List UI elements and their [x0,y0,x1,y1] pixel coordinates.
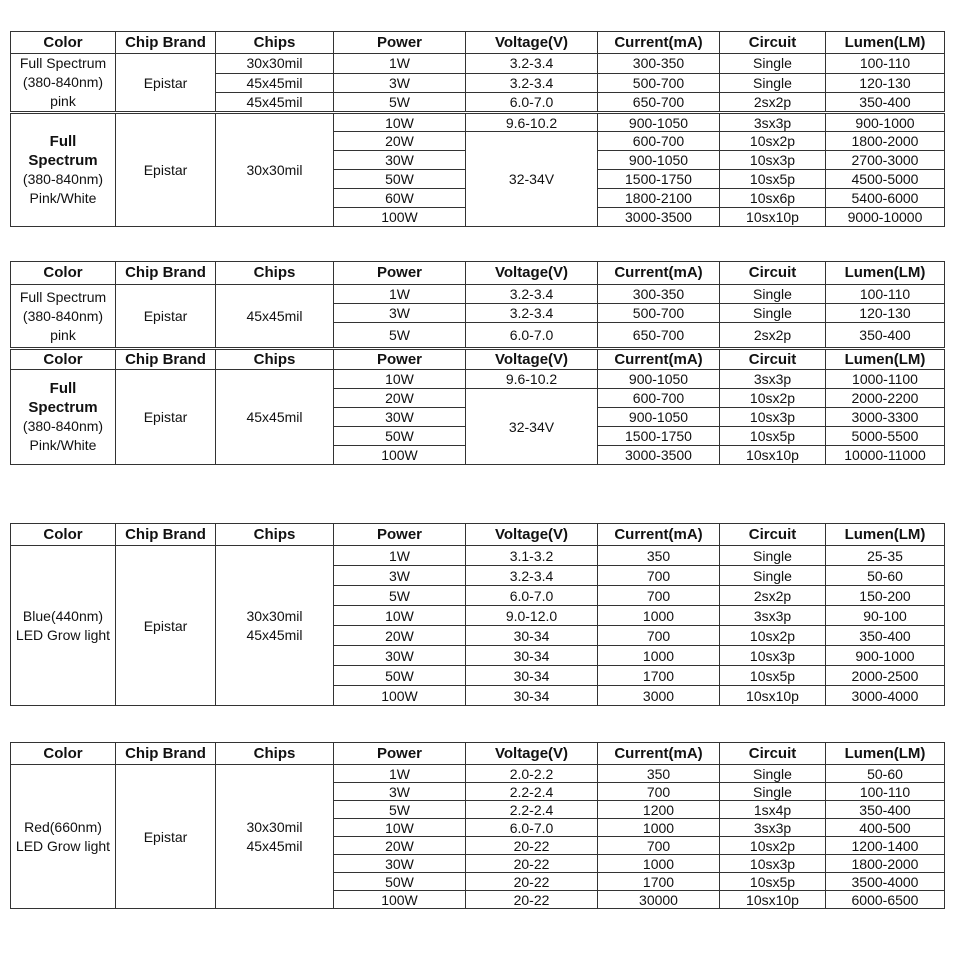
brand-cell: Epistar [116,370,216,465]
header-lumen: Lumen(LM) [826,349,945,370]
power-cell: 3W [334,783,466,801]
power-cell: 3W [334,304,466,323]
lumen-cell: 1800-2000 [826,132,945,151]
power-cell: 1W [334,546,466,566]
power-cell: 1W [334,285,466,304]
color-line: Blue(440nm) [22,607,104,624]
circuit-cell: 10sx2p [720,837,826,855]
circuit-cell: 10sx3p [720,855,826,873]
lumen-cell: 400-500 [826,819,945,837]
lumen-cell: 3500-4000 [826,873,945,891]
current-cell: 650-700 [598,323,720,349]
circuit-cell: 10sx2p [720,132,826,151]
current-cell: 3000 [598,686,720,706]
table-row [11,54,945,74]
lumen-cell: 900-1000 [826,113,945,132]
table-row [11,546,945,566]
voltage-cell: 20-22 [466,873,598,891]
current-cell: 700 [598,586,720,606]
color-line: LED Grow light [15,626,111,643]
header-color: Color [11,349,116,370]
current-cell: 700 [598,837,720,855]
voltage-cell: 6.0-7.0 [466,586,598,606]
circuit-cell: 2sx2p [720,323,826,349]
voltage-cell: 3.2-3.4 [466,54,598,74]
chips-cell [216,765,334,909]
lumen-cell: 5400-6000 [826,189,945,208]
current-cell: 700 [598,783,720,801]
voltage-cell: 6.0-7.0 [466,819,598,837]
color-line: Pink/White [29,437,97,453]
header-current: Current(mA) [598,32,720,54]
circuit-cell: 10sx5p [720,873,826,891]
header-voltage: Voltage(V) [466,349,598,370]
current-cell: 350 [598,546,720,566]
header-color: Color [11,743,116,765]
circuit-cell: 3sx3p [720,113,826,132]
header-row [11,262,945,285]
power-cell: 50W [334,427,466,446]
color-cell [11,765,116,909]
voltage-cell: 2.2-2.4 [466,783,598,801]
color-line: (380-840nm) [22,74,104,90]
header-current: Current(mA) [598,262,720,285]
color-line: Full [49,380,77,397]
lumen-cell: 50-60 [826,566,945,586]
circuit-cell: 10sx10p [720,208,826,227]
circuit-cell: 10sx6p [720,189,826,208]
table-row [11,285,945,304]
color-line: Full Spectrum [19,55,107,71]
color-line: Pink/White [29,190,97,206]
power-cell: 1W [334,765,466,783]
chips-cell: 45x45mil [216,285,334,349]
current-cell: 1500-1750 [598,427,720,446]
lumen-cell: 350-400 [826,801,945,819]
header-current: Current(mA) [598,743,720,765]
lumen-cell: 3000-3300 [826,408,945,427]
header-chips: Chips [216,32,334,54]
current-cell: 900-1050 [598,113,720,132]
current-cell: 700 [598,626,720,646]
header-color: Color [11,524,116,546]
color-line: (380-840nm) [22,418,104,434]
header-chips: Chips [216,743,334,765]
header-power: Power [334,262,466,285]
circuit-cell: Single [720,566,826,586]
current-cell: 1000 [598,646,720,666]
circuit-cell: 2sx2p [720,93,826,113]
header-current: Current(mA) [598,524,720,546]
chips-line: 30x30mil [246,607,303,624]
color-line: Full Spectrum [19,288,107,305]
color-line: (380-840nm) [22,307,104,324]
voltage-cell: 3.2-3.4 [466,304,598,323]
power-cell: 3W [334,73,466,93]
brand-cell: Epistar [116,113,216,227]
circuit-cell: 10sx3p [720,151,826,170]
power-cell: 100W [334,686,466,706]
header-chips: Chips [216,262,334,285]
power-cell: 100W [334,446,466,465]
power-cell: 50W [334,170,466,189]
power-cell: 3W [334,566,466,586]
circuit-cell: 10sx3p [720,646,826,666]
lumen-cell: 3000-4000 [826,686,945,706]
header-voltage: Voltage(V) [466,743,598,765]
power-cell: 50W [334,666,466,686]
header-power: Power [334,32,466,54]
color-line: Spectrum [28,152,98,169]
circuit-cell: 2sx2p [720,586,826,606]
circuit-cell: Single [720,304,826,323]
brand-cell: Epistar [116,54,216,113]
current-cell: 500-700 [598,304,720,323]
header-power: Power [334,524,466,546]
lumen-cell: 6000-6500 [826,891,945,909]
voltage-cell: 30-34 [466,646,598,666]
chips-cell: 30x30mil [216,54,334,74]
header-chip-brand: Chip Brand [116,262,216,285]
lumen-cell: 350-400 [826,93,945,113]
circuit-cell: Single [720,285,826,304]
header-chip-brand: Chip Brand [116,32,216,54]
color-cell [11,285,116,349]
chips-cell: 45x45mil [216,73,334,93]
color-cell [11,54,116,113]
lumen-cell: 5000-5500 [826,427,945,446]
lumen-cell: 150-200 [826,586,945,606]
circuit-cell: Single [720,54,826,74]
header-lumen: Lumen(LM) [826,743,945,765]
header-row [11,349,945,370]
header-color: Color [11,32,116,54]
current-cell: 3000-3500 [598,208,720,227]
watermark [177,468,226,527]
header-row [11,524,945,546]
circuit-cell: 10sx10p [720,686,826,706]
power-cell: 30W [334,646,466,666]
voltage-cell: 20-22 [466,855,598,873]
header-voltage: Voltage(V) [466,262,598,285]
header-lumen: Lumen(LM) [826,524,945,546]
lumen-cell: 100-110 [826,285,945,304]
lumen-cell: 350-400 [826,626,945,646]
header-voltage: Voltage(V) [466,524,598,546]
chips-line: 45x45mil [246,626,303,643]
chips-line: 30x30mil [246,818,303,835]
lumen-cell: 120-130 [826,73,945,93]
current-cell: 1800-2100 [598,189,720,208]
table-row [11,765,945,783]
voltage-cell: 3.2-3.4 [466,73,598,93]
brand-cell: Epistar [116,285,216,349]
color-cell [11,370,116,465]
power-cell: 5W [334,323,466,349]
lumen-cell: 10000-11000 [826,446,945,465]
lumen-cell: 100-110 [826,54,945,74]
power-cell: 50W [334,873,466,891]
circuit-cell: Single [720,546,826,566]
circuit-cell: 10sx10p [720,891,826,909]
chips-line: 45x45mil [246,837,303,854]
current-cell: 700 [598,566,720,586]
power-cell: 10W [334,819,466,837]
voltage-cell: 32-34V [466,132,598,227]
color-cell [11,546,116,706]
header-chip-brand: Chip Brand [116,743,216,765]
header-chip-brand: Chip Brand [116,349,216,370]
circuit-cell: 3sx3p [720,370,826,389]
current-cell: 600-700 [598,132,720,151]
color-line: (380-840nm) [22,171,104,187]
header-lumen: Lumen(LM) [826,32,945,54]
color-cell [11,113,116,227]
circuit-cell: 10sx10p [720,446,826,465]
voltage-cell: 30-34 [466,666,598,686]
current-cell: 1200 [598,801,720,819]
current-cell: 900-1050 [598,408,720,427]
lumen-cell: 100-110 [826,783,945,801]
spec-table-1 [10,31,945,227]
spec-table-3 [10,523,945,706]
circuit-cell: Single [720,73,826,93]
chips-cell: 30x30mil [216,113,334,227]
header-power: Power [334,743,466,765]
current-cell: 900-1050 [598,370,720,389]
lumen-cell: 4500-5000 [826,170,945,189]
current-cell: 500-700 [598,73,720,93]
circuit-cell: Single [720,765,826,783]
circuit-cell: 10sx5p [720,427,826,446]
current-cell: 600-700 [598,389,720,408]
current-cell: 1000 [598,819,720,837]
spec-table-2 [10,261,945,465]
power-cell: 5W [334,801,466,819]
lumen-cell: 90-100 [826,606,945,626]
header-lumen: Lumen(LM) [826,262,945,285]
chips-cell [216,546,334,706]
circuit-cell: 10sx3p [720,408,826,427]
lumen-cell: 25-35 [826,546,945,566]
power-cell: 5W [334,93,466,113]
voltage-cell: 9.6-10.2 [466,113,598,132]
power-cell: 100W [334,208,466,227]
voltage-cell: 9.6-10.2 [466,370,598,389]
header-circuit: Circuit [720,262,826,285]
current-cell: 350 [598,765,720,783]
color-line: LED Grow light [15,837,111,854]
lumen-cell: 50-60 [826,765,945,783]
header-chips: Chips [216,524,334,546]
power-cell: 20W [334,837,466,855]
header-circuit: Circuit [720,524,826,546]
current-cell: 3000-3500 [598,446,720,465]
power-cell: 5W [334,586,466,606]
current-cell: 900-1050 [598,151,720,170]
circuit-cell: 10sx5p [720,666,826,686]
voltage-cell: 9.0-12.0 [466,606,598,626]
power-cell: 20W [334,389,466,408]
header-chips: Chips [216,349,334,370]
color-line: pink [50,326,76,343]
power-cell: 10W [334,113,466,132]
power-cell: 30W [334,408,466,427]
current-cell: 30000 [598,891,720,909]
circuit-cell: 10sx2p [720,389,826,408]
lumen-cell: 9000-10000 [826,208,945,227]
power-cell: 20W [334,626,466,646]
header-circuit: Circuit [720,349,826,370]
current-cell: 300-350 [598,54,720,74]
voltage-cell: 6.0-7.0 [466,93,598,113]
header-circuit: Circuit [720,32,826,54]
lumen-cell: 1800-2000 [826,855,945,873]
circuit-cell: 1sx4p [720,801,826,819]
circuit-cell: 3sx3p [720,606,826,626]
header-chip-brand: Chip Brand [116,524,216,546]
lumen-cell: 350-400 [826,323,945,349]
header-circuit: Circuit [720,743,826,765]
power-cell: 10W [334,606,466,626]
header-current: Current(mA) [598,349,720,370]
power-cell: 10W [334,370,466,389]
voltage-cell: 2.2-2.4 [466,801,598,819]
power-cell: 1W [334,54,466,74]
chips-cell: 45x45mil [216,370,334,465]
power-cell: 30W [334,855,466,873]
color-line: Spectrum [28,399,98,416]
voltage-cell: 2.0-2.2 [466,765,598,783]
current-cell: 1700 [598,666,720,686]
voltage-cell: 32-34V [466,389,598,465]
circuit-cell: Single [720,783,826,801]
current-cell: 1500-1750 [598,170,720,189]
header-row [11,743,945,765]
lumen-cell: 2000-2200 [826,389,945,408]
power-cell: 60W [334,189,466,208]
chips-cell: 45x45mil [216,93,334,113]
header-row [11,32,945,54]
lumen-cell: 120-130 [826,304,945,323]
brand-cell: Epistar [116,765,216,909]
color-line: Red(660nm) [24,818,102,835]
voltage-cell: 30-34 [466,626,598,646]
color-line: pink [50,93,76,109]
lumen-cell: 1000-1100 [826,370,945,389]
voltage-cell: 3.2-3.4 [466,285,598,304]
voltage-cell: 3.2-3.4 [466,566,598,586]
header-color: Color [11,262,116,285]
brand-cell: Epistar [116,546,216,706]
power-cell: 20W [334,132,466,151]
circuit-cell: 10sx2p [720,626,826,646]
spec-table-4 [10,742,945,909]
lumen-cell: 2000-2500 [826,666,945,686]
table-row [11,370,945,389]
color-line: Full [49,133,77,150]
voltage-cell: 30-34 [466,686,598,706]
header-power: Power [334,349,466,370]
current-cell: 300-350 [598,285,720,304]
current-cell: 1700 [598,873,720,891]
lumen-cell: 2700-3000 [826,151,945,170]
current-cell: 650-700 [598,93,720,113]
voltage-cell: 3.1-3.2 [466,546,598,566]
voltage-cell: 20-22 [466,891,598,909]
power-cell: 30W [334,151,466,170]
lumen-cell: 900-1000 [826,646,945,666]
power-cell: 100W [334,891,466,909]
header-voltage: Voltage(V) [466,32,598,54]
voltage-cell: 20-22 [466,837,598,855]
table-row [11,113,945,132]
current-cell: 1000 [598,855,720,873]
current-cell: 1000 [598,606,720,626]
circuit-cell: 10sx5p [720,170,826,189]
circuit-cell: 3sx3p [720,819,826,837]
voltage-cell: 6.0-7.0 [466,323,598,349]
lumen-cell: 1200-1400 [826,837,945,855]
